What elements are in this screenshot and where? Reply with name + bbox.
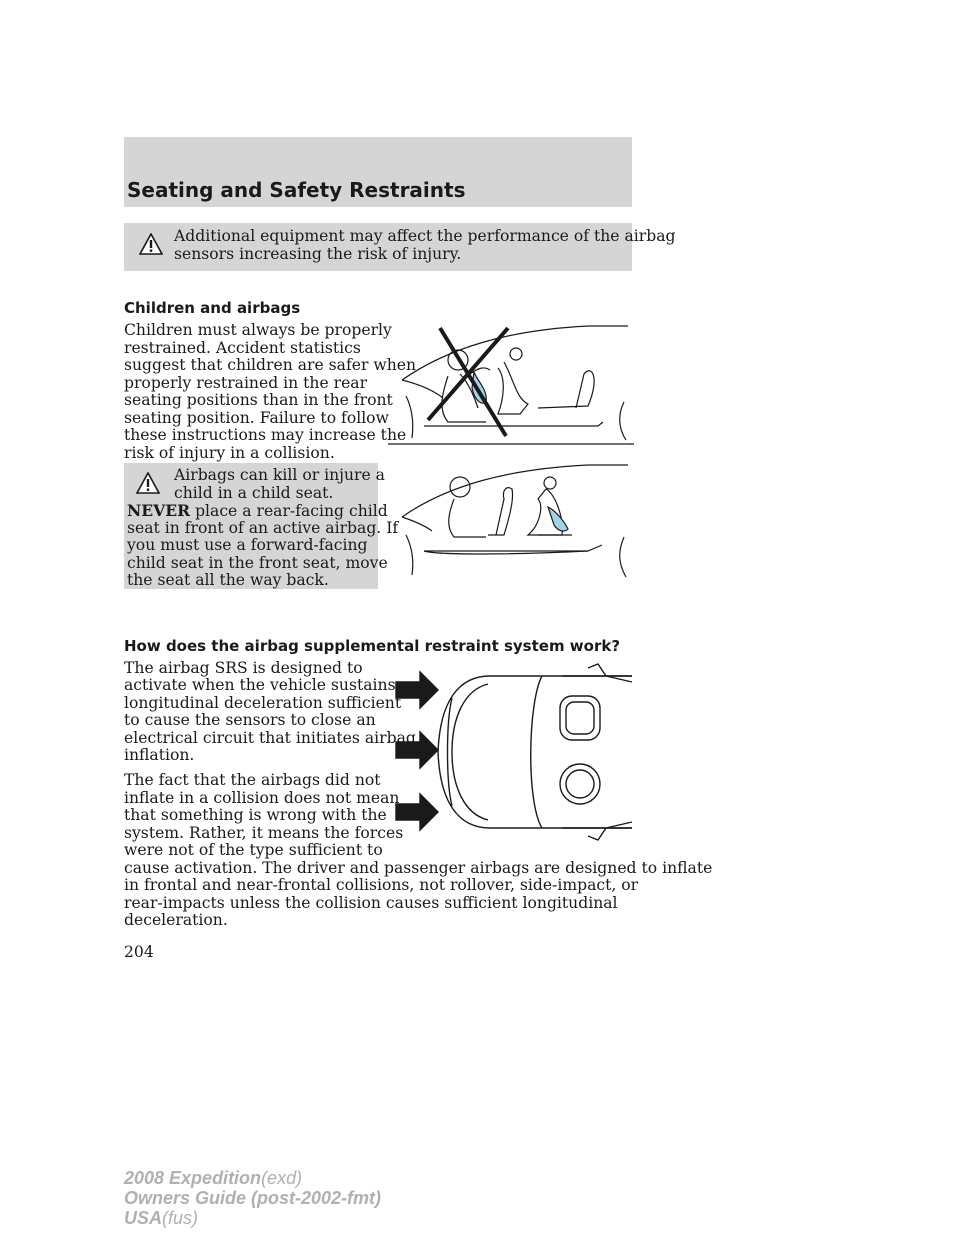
footer-normal: (fus): [162, 1208, 199, 1228]
warning-text-line: Additional equipment may affect the performance of the airbag: [174, 227, 676, 245]
body-line: The airbag SRS is designed to: [124, 659, 363, 677]
footer-bold: USA: [124, 1208, 163, 1228]
footer-bold: 2008 Expedition: [124, 1168, 262, 1188]
body-line: activate when the vehicle sustains: [124, 676, 396, 694]
body-line: cause activation. The driver and passenger airbags are designed to inflate: [124, 859, 713, 877]
document-footer: [124, 1168, 381, 1228]
impact-arrow-icon: [396, 672, 438, 708]
child-rear-seat-figure: [388, 455, 634, 585]
child-front-seat-crossed-figure: [388, 318, 634, 450]
warning-triangle-icon: [139, 233, 163, 255]
body-line: inflate in a collision does not mean: [124, 789, 400, 807]
warning-text-line: child seat in the front seat, move: [127, 554, 388, 572]
section-heading: How does the airbag supplemental restraint system work?: [124, 637, 621, 655]
body-line: risk of injury in a collision.: [124, 444, 335, 462]
body-line: seating position. Failure to follow: [124, 409, 389, 427]
footer-bold: Owners Guide (post-2002-fmt): [124, 1188, 382, 1208]
body-line: Children must always be properly: [124, 321, 392, 339]
warning-text-line: you must use a forward-facing: [127, 536, 368, 554]
body-line: The fact that the airbags did not: [124, 771, 381, 789]
warning-text-fragment: place a rear-facing child: [195, 502, 388, 520]
footer-normal: (exd): [261, 1168, 303, 1188]
page-title: Seating and Safety Restraints: [127, 178, 466, 202]
body-line: these instructions may increase the: [124, 426, 407, 444]
warning-text-line: seat in front of an active airbag. If: [127, 519, 399, 537]
footer-line: [124, 1168, 381, 1188]
warning-text-line: sensors increasing the risk of injury.: [174, 245, 462, 263]
body-line: inflation.: [124, 746, 195, 764]
body-line: longitudinal deceleration sufficient: [124, 694, 402, 712]
body-line: system. Rather, it means the forces: [124, 824, 404, 842]
warning-text-line: Airbags can kill or injure a: [174, 466, 385, 484]
body-line: seating positions than in the front: [124, 391, 393, 409]
section-heading: Children and airbags: [124, 299, 301, 317]
body-line: were not of the type sufficient to: [124, 841, 383, 859]
body-line: to cause the sensors to close an: [124, 711, 376, 729]
warning-text-line: child in a child seat.: [174, 484, 334, 502]
frontal-impact-figure: [392, 662, 634, 842]
body-line: rear-impacts unless the collision causes sufficient longitudinal: [124, 894, 618, 912]
page-number: 204: [124, 943, 154, 961]
body-line: in frontal and near-frontal collisions, not rollover, side-impact, or: [124, 876, 639, 894]
footer-line: [124, 1208, 381, 1228]
body-line: electrical circuit that initiates airbag: [124, 729, 416, 747]
body-line: suggest that children are safer when: [124, 356, 417, 374]
body-line: restrained. Accident statistics: [124, 339, 361, 357]
body-line: deceleration.: [124, 911, 228, 929]
warning-text-line: the seat all the way back.: [127, 571, 329, 589]
never-emphasis: NEVER: [127, 501, 191, 520]
impact-arrow-icon: [396, 794, 438, 830]
warning-triangle-icon: [136, 472, 160, 494]
body-line: properly restrained in the rear: [124, 374, 368, 392]
body-line: that something is wrong with the: [124, 806, 387, 824]
impact-arrow-icon: [396, 732, 438, 768]
warning-text-line: [127, 502, 388, 521]
footer-line: [124, 1188, 381, 1208]
